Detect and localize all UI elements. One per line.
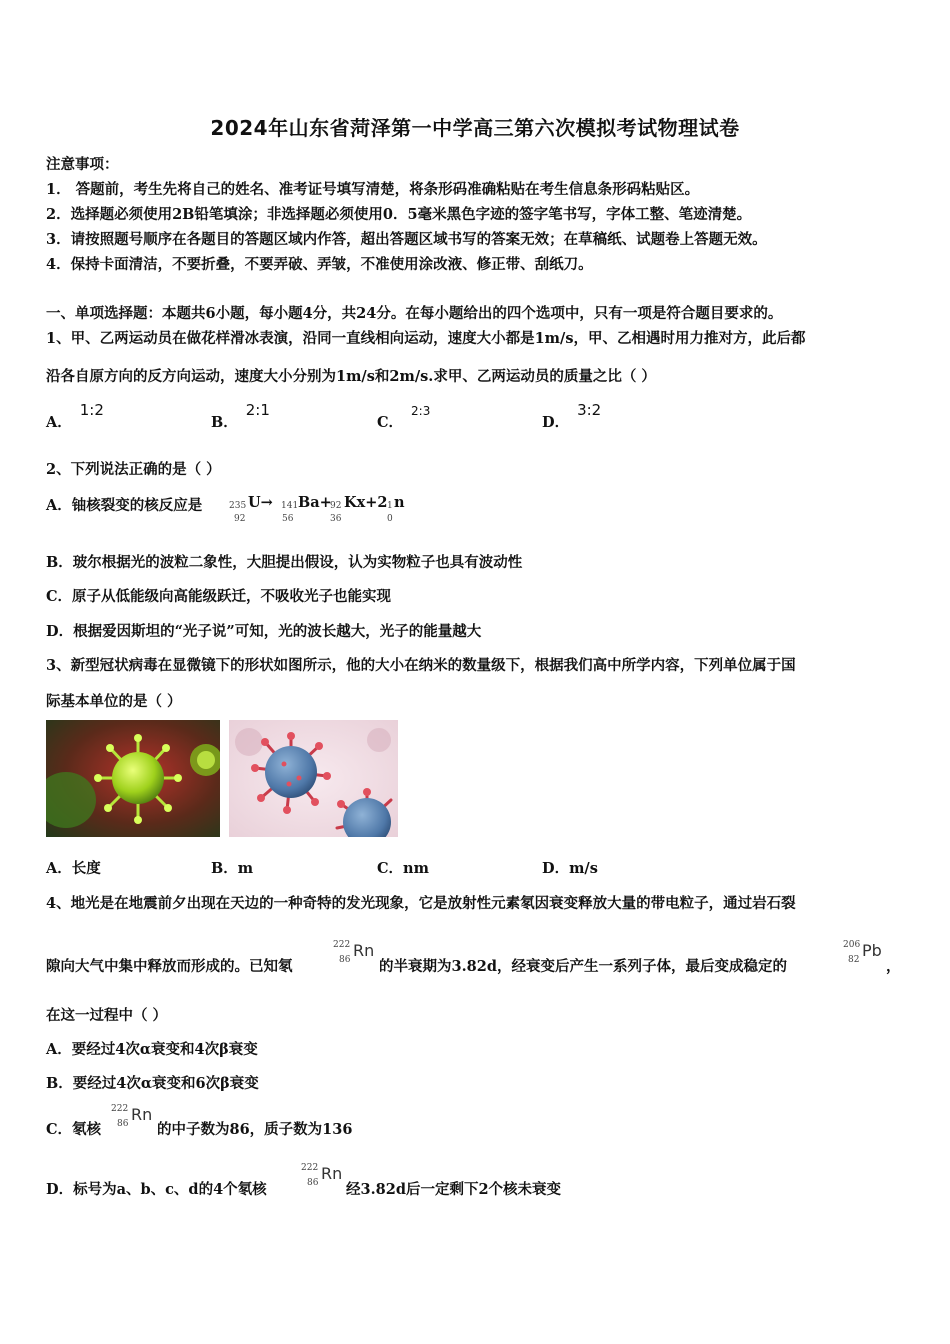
- u-atomic-number: 92: [234, 514, 246, 524]
- q2-option-a[interactable]: [46, 494, 202, 515]
- rn-mass-number: 222: [333, 940, 351, 950]
- q1-option-d-label: D．: [542, 414, 570, 431]
- n-atomic-number: 0: [387, 514, 393, 524]
- q3-stem-line1: 3、新型冠状病毒在显微镜下的形状如图所示，他的大小在纳米的数量级下，根据我们高中所学内容，下列单位属于国: [46, 657, 796, 674]
- ba-mass-number: 141: [281, 501, 299, 511]
- q1-option-a-value: 1:2: [79, 401, 104, 419]
- q4-option-d-rn-symbol: [301, 1163, 346, 1193]
- kr-atomic-number: 36: [330, 514, 342, 524]
- q1-stem-line2: 沿各自原方向的反方向运动，速度大小分别为1m/s和2m/s.求甲、乙两运动员的质量之比（ ）: [46, 368, 656, 385]
- pb-atomic-number: 82: [848, 955, 860, 965]
- q1-option-b[interactable]: [211, 401, 270, 432]
- page-title: 2024年山东省菏泽第一中学高三第六次模拟考试物理试卷: [210, 116, 740, 140]
- q1-option-a[interactable]: [46, 401, 104, 432]
- notice-heading: 注意事项：: [46, 156, 119, 173]
- q1-option-c-label: C．: [377, 414, 404, 431]
- u-symbol: U→: [248, 494, 273, 511]
- q1-option-d-value: 3:2: [577, 401, 602, 419]
- q4-option-d-prefix: D．标号为a、b、c、d的4个氡核: [46, 1181, 267, 1198]
- q1-option-a-label: A．: [46, 414, 72, 431]
- ba-atomic-number: 56: [282, 514, 294, 524]
- rn-symbol: Rn: [353, 941, 375, 960]
- u-mass-number: 235: [229, 501, 247, 511]
- q4-option-c-rn-symbol: [111, 1104, 156, 1134]
- rn-atomic-number: 86: [307, 1178, 319, 1188]
- ba-symbol: Ba+: [298, 494, 332, 511]
- q2-option-c[interactable]: C．原子从低能级向高能级跃迁，不吸收光子也能实现: [46, 588, 392, 605]
- q3-option-a[interactable]: A．长度: [46, 860, 101, 877]
- q1-option-b-value: 2:1: [245, 401, 270, 419]
- q4-option-d[interactable]: [46, 1178, 267, 1199]
- q4-stem-line3: 在这一过程中（ ）: [46, 1007, 168, 1024]
- q4-option-c-suffix: 的中子数为86，质子数为136: [157, 1121, 353, 1138]
- q4-option-d-suffix: 经3.82d后一定剩下2个核未衰变: [346, 1181, 562, 1198]
- pb-mass-number: 206: [843, 940, 861, 950]
- q4-stem-line2b: 的半衰期为3.82d，经衰变后产生一系列子体，最后变成稳定的: [379, 958, 787, 975]
- pb-symbol: Pb: [862, 941, 882, 960]
- virus-image-green: [46, 720, 220, 837]
- q3-option-b[interactable]: B．m: [211, 860, 254, 877]
- q4-stem-line2a: 隙向大气中集中释放而形成的。已知氡: [46, 958, 293, 975]
- q1-option-d[interactable]: [542, 401, 602, 432]
- q4-stem-line2c: ，: [886, 958, 901, 975]
- q3-stem-line2: 际基本单位的是（ ）: [46, 693, 182, 710]
- rn-isotope-symbol: [333, 940, 378, 970]
- rn-atomic-number: 86: [117, 1119, 129, 1129]
- notice-item-3: 3．请按照题号顺序在各题目的答题区域内作答，超出答题区域书写的答案无效；在草稿纸、试题卷上答题无效。: [46, 231, 767, 248]
- q1-option-b-label: B．: [211, 414, 238, 431]
- q2-stem: 2、下列说法正确的是（ ）: [46, 461, 221, 478]
- q2-option-d[interactable]: D．根据爱因斯坦的“光子说”可知，光的波长越大，光子的能量越大: [46, 623, 482, 640]
- n-symbol: n: [394, 494, 405, 511]
- notice-item-1: 1． 答题前，考生先将自己的姓名、准考证号填写清楚，将条形码准确粘贴在考生信息条形码粘贴区。: [46, 181, 700, 198]
- q3-option-c[interactable]: C．nm: [377, 860, 429, 877]
- q4-option-b[interactable]: B．要经过4次α衰变和6次β衰变: [46, 1075, 259, 1092]
- q4-stem-line1: 4、地光是在地震前夕出现在天边的一种奇特的发光现象，它是放射性元素氡因衰变释放大量的带电粒子，通过岩石裂: [46, 895, 796, 912]
- q3-option-d[interactable]: D．m/s: [542, 860, 598, 877]
- kr-mass-number: 92: [330, 501, 342, 511]
- q2-option-a-text: A．铀核裂变的核反应是: [46, 497, 203, 514]
- notice-item-2: 2．选择题必须使用2B铅笔填涂；非选择题必须使用0．5毫米黑色字迹的签字笔书写，字体工整、笔迹清楚。: [46, 206, 752, 223]
- q1-option-c-value: 2:3: [411, 404, 431, 418]
- rn-symbol: Rn: [131, 1105, 153, 1124]
- q4-option-c[interactable]: [46, 1118, 101, 1139]
- n-mass-number: 1: [387, 501, 393, 511]
- kr-symbol: Kx+2: [344, 494, 388, 511]
- rn-symbol: Rn: [321, 1164, 343, 1183]
- q2-fission-equation: [229, 494, 429, 528]
- rn-mass-number: 222: [301, 1163, 319, 1173]
- q4-option-a[interactable]: A．要经过4次α衰变和4次β衰变: [46, 1041, 258, 1058]
- q1-option-c[interactable]: [377, 404, 431, 432]
- notice-item-4: 4．保持卡面清洁，不要折叠，不要弄破、弄皱，不准使用涂改液、修正带、刮纸刀。: [46, 256, 593, 273]
- rn-mass-number: 222: [111, 1104, 129, 1114]
- section-heading: 一、单项选择题：本题共6小题，每小题4分，共24分。在每小题给出的四个选项中，只有一项是符合题目要求的。: [46, 305, 783, 322]
- virus-image-blue: [229, 720, 398, 837]
- q2-option-b[interactable]: B．玻尔根据光的波粒二象性，大胆提出假设，认为实物粒子也具有波动性: [46, 554, 523, 571]
- q4-option-c-prefix: C．氡核: [46, 1121, 102, 1138]
- rn-atomic-number: 86: [339, 955, 351, 965]
- pb-isotope-symbol: [843, 940, 888, 970]
- q1-stem-line1: 1、甲、乙两运动员在做花样滑冰表演，沿同一直线相向运动，速度大小都是1m/s，甲、乙相遇时用力推对方，此后都: [46, 330, 806, 347]
